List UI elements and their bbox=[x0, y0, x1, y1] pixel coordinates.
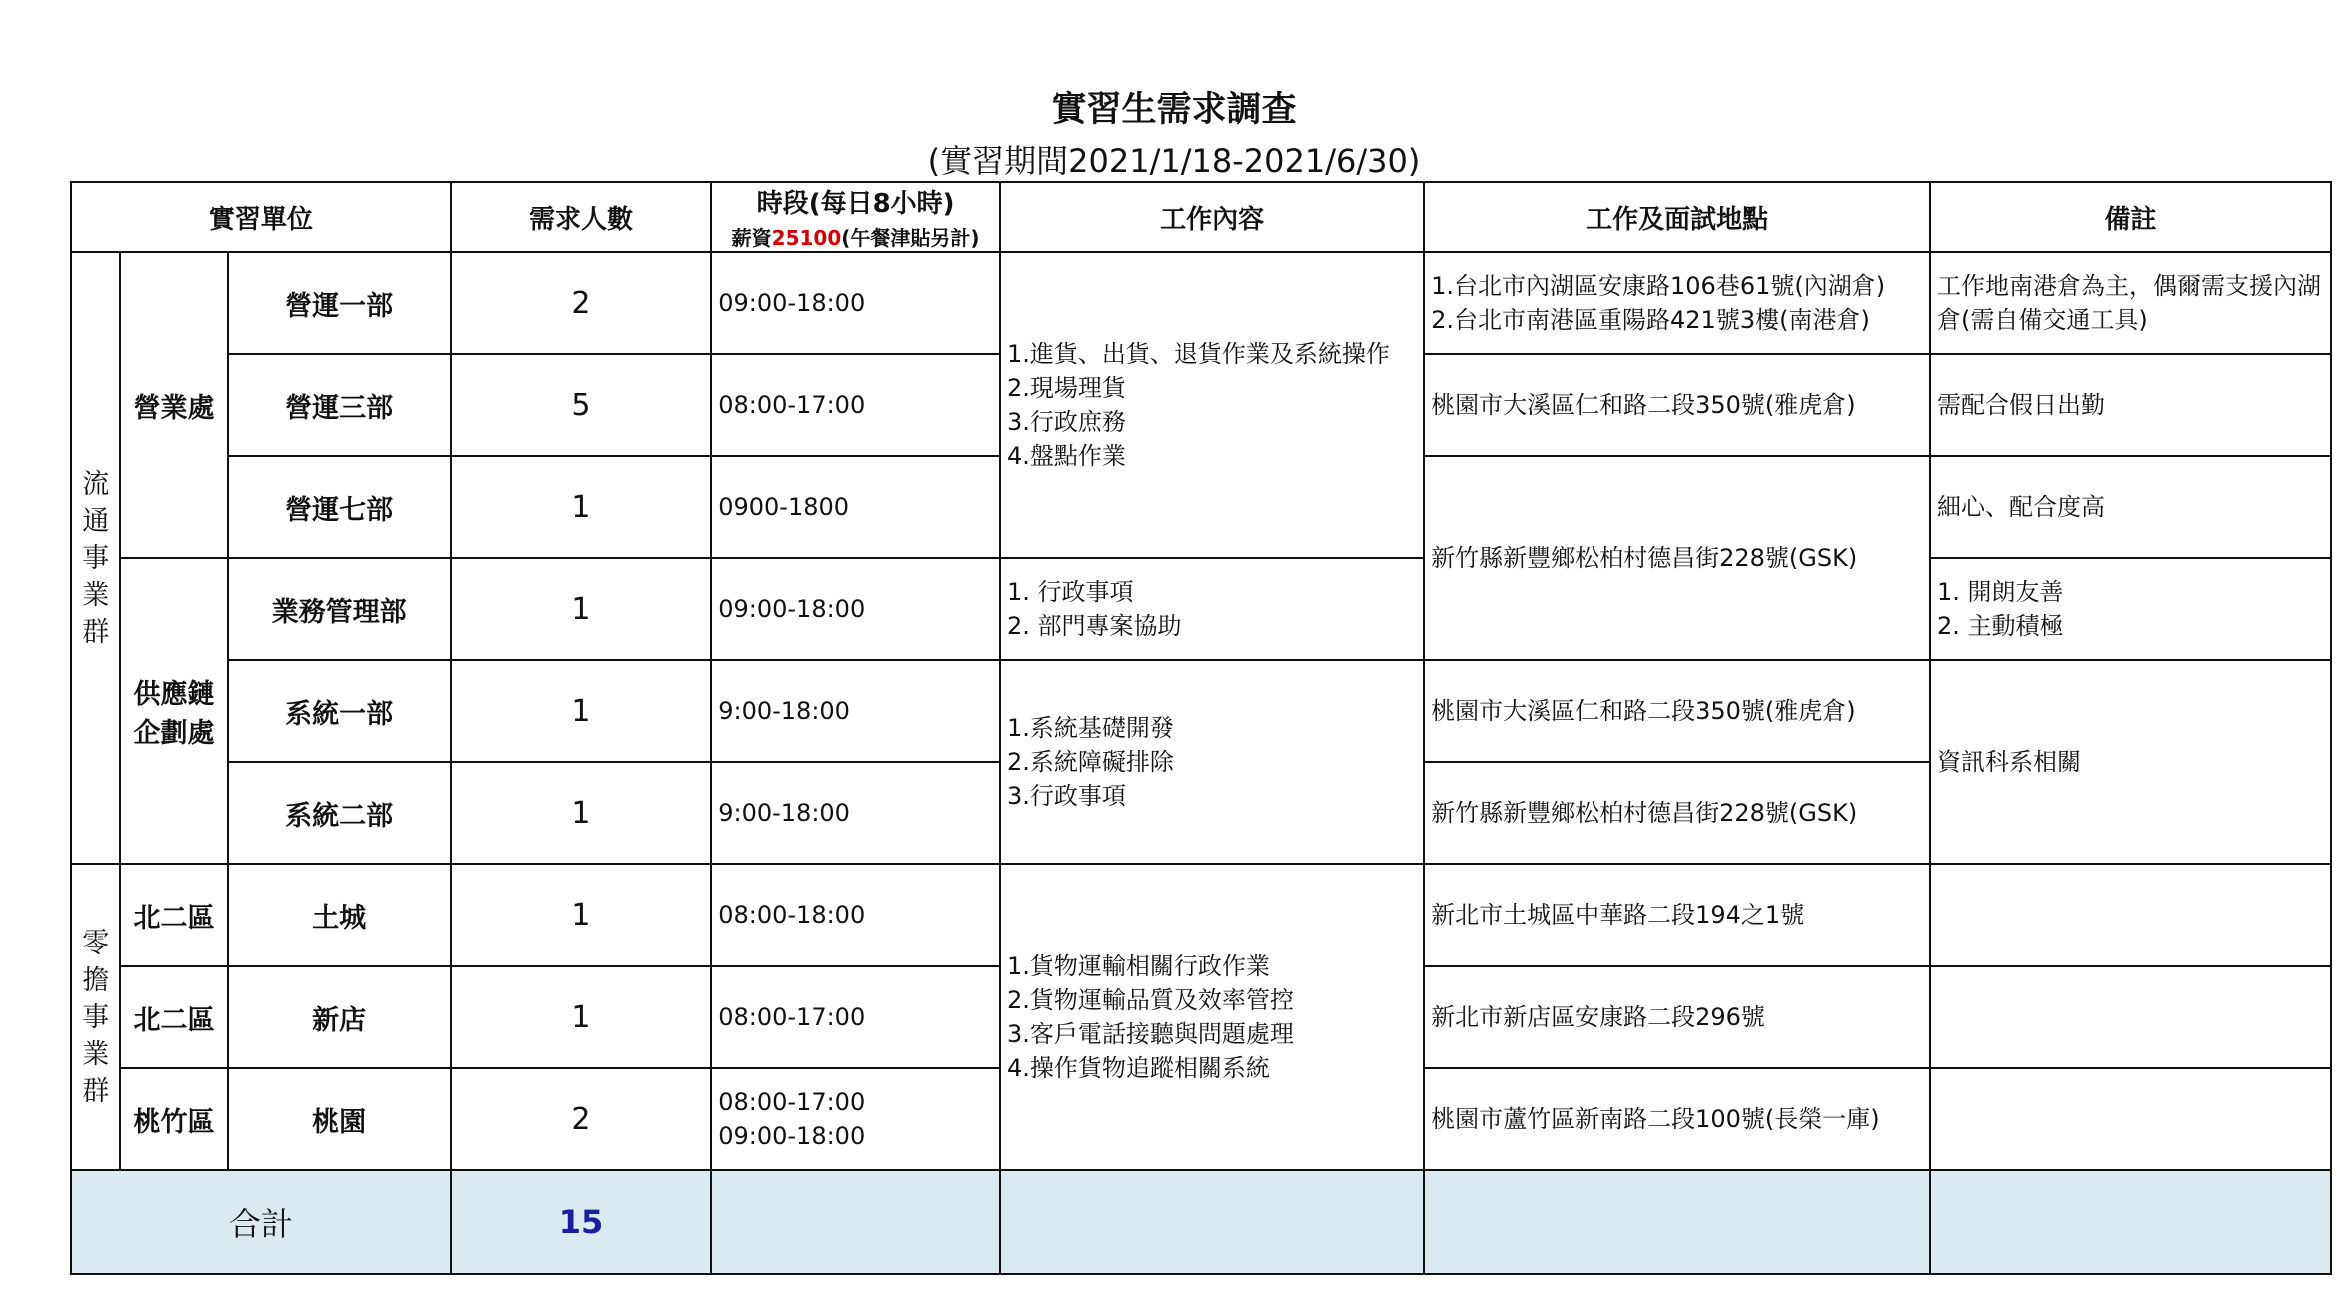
wage-prefix: 薪資 bbox=[731, 226, 772, 250]
division-region: 北二區 bbox=[120, 864, 227, 966]
header-time-label: 時段(每日8小時) bbox=[756, 189, 955, 219]
note: 1. 開朗友善 2. 主動積極 bbox=[1930, 558, 2331, 660]
document-title: 實習生需求調查 bbox=[1051, 90, 1297, 130]
table-row bbox=[71, 252, 2331, 354]
header-content: 工作內容 bbox=[1000, 182, 1424, 252]
note: 資訊科系相關 bbox=[1930, 660, 2331, 864]
group-char: 群 bbox=[82, 616, 110, 648]
dept-name: 土城 bbox=[228, 864, 451, 966]
division-supply-chain: 供應鏈 企劃處 bbox=[120, 558, 227, 864]
work-time: 09:00-18:00 bbox=[711, 252, 1000, 354]
demand-count: 1 bbox=[451, 762, 712, 864]
dept-name: 營運七部 bbox=[228, 456, 451, 558]
work-content: 1.進貨、出貨、退貨作業及系統操作 2.現場理貨 3.行政庶務 4.盤點作業 bbox=[1000, 252, 1424, 558]
work-location: 桃園市蘆竹區新南路二段100號(長榮一庫) bbox=[1424, 1068, 1930, 1170]
work-time: 08:00-18:00 bbox=[711, 864, 1000, 966]
work-location: 新北市土城區中華路二段194之1號 bbox=[1424, 864, 1930, 966]
work-content: 1. 行政事項 2. 部門專案協助 bbox=[1000, 558, 1424, 660]
demand-count: 2 bbox=[451, 1068, 712, 1170]
group-char: 業 bbox=[82, 1038, 110, 1070]
table-row bbox=[71, 558, 2331, 660]
dept-name: 業務管理部 bbox=[228, 558, 451, 660]
total-label: 合計 bbox=[71, 1170, 451, 1274]
dept-name: 系統二部 bbox=[228, 762, 451, 864]
header-time bbox=[711, 182, 1000, 252]
work-time: 08:00-17:00 09:00-18:00 bbox=[711, 1068, 1000, 1170]
work-time: 0900-1800 bbox=[711, 456, 1000, 558]
total-count: 15 bbox=[451, 1170, 712, 1274]
work-content: 1.貨物運輸相關行政作業 2.貨物運輸品質及效率管控 3.客戶電話接聽與問題處理 4.操作貨物追蹤相關系統 bbox=[1000, 864, 1424, 1170]
group-char: 事 bbox=[82, 542, 110, 574]
note: 需配合假日出勤 bbox=[1930, 354, 2331, 456]
document-subtitle: (實習期間2021/1/18-2021/6/30) bbox=[927, 142, 1421, 180]
demand-count: 2 bbox=[451, 252, 712, 354]
work-location: 新竹縣新豐鄉松柏村德昌街228號(GSK) bbox=[1424, 762, 1930, 864]
demand-count: 5 bbox=[451, 354, 712, 456]
table-row bbox=[71, 660, 2331, 762]
group-char: 事 bbox=[82, 1001, 110, 1033]
group-char: 零 bbox=[82, 927, 110, 959]
note: 細心、配合度高 bbox=[1930, 456, 2331, 558]
note bbox=[1930, 864, 2331, 966]
header-unit: 實習單位 bbox=[71, 182, 451, 252]
division-region: 北二區 bbox=[120, 966, 227, 1068]
header-note: 備註 bbox=[1930, 182, 2331, 252]
dept-name: 桃園 bbox=[228, 1068, 451, 1170]
group-char: 擔 bbox=[82, 964, 110, 996]
work-location: 新北市新店區安康路二段296號 bbox=[1424, 966, 1930, 1068]
total-empty-cell bbox=[711, 1170, 1000, 1274]
note: 工作地南港倉為主，偶爾需支援內湖倉(需自備交通工具) bbox=[1930, 252, 2331, 354]
group-freight bbox=[71, 864, 120, 1170]
demand-count: 1 bbox=[451, 864, 712, 966]
header-row bbox=[71, 182, 2331, 252]
group-char: 通 bbox=[82, 505, 110, 537]
dept-name: 營運一部 bbox=[228, 252, 451, 354]
demand-count: 1 bbox=[451, 558, 712, 660]
division-sales: 營業處 bbox=[120, 252, 227, 558]
header-count: 需求人數 bbox=[451, 182, 712, 252]
wage-amount: 25100 bbox=[771, 226, 842, 250]
work-time: 9:00-18:00 bbox=[711, 762, 1000, 864]
demand-count: 1 bbox=[451, 660, 712, 762]
work-location: 桃園市大溪區仁和路二段350號(雅虎倉) bbox=[1424, 660, 1930, 762]
demand-count: 1 bbox=[451, 456, 712, 558]
work-location: 新竹縣新豐鄉松柏村德昌街228號(GSK) bbox=[1424, 456, 1930, 660]
intern-demand-table bbox=[70, 181, 2332, 1275]
header-wage bbox=[718, 222, 993, 251]
total-empty-cell bbox=[1000, 1170, 1424, 1274]
group-char: 流 bbox=[82, 468, 110, 500]
dept-name: 系統一部 bbox=[228, 660, 451, 762]
work-time: 9:00-18:00 bbox=[711, 660, 1000, 762]
division-region: 桃竹區 bbox=[120, 1068, 227, 1170]
note bbox=[1930, 966, 2331, 1068]
group-char: 業 bbox=[82, 579, 110, 611]
work-content: 1.系統基礎開發 2.系統障礙排除 3.行政事項 bbox=[1000, 660, 1424, 864]
work-location: 桃園市大溪區仁和路二段350號(雅虎倉) bbox=[1424, 354, 1930, 456]
table-row bbox=[71, 864, 2331, 966]
demand-count: 1 bbox=[451, 966, 712, 1068]
work-location: 1.台北市內湖區安康路106巷61號(內湖倉) 2.台北市南港區重陽路421號3樓(南港倉) bbox=[1424, 252, 1930, 354]
total-row bbox=[71, 1170, 2331, 1274]
total-empty-cell bbox=[1930, 1170, 2331, 1274]
dept-name: 營運三部 bbox=[228, 354, 451, 456]
note bbox=[1930, 1068, 2331, 1170]
group-char: 群 bbox=[82, 1075, 110, 1107]
header-location: 工作及面試地點 bbox=[1424, 182, 1930, 252]
work-time: 09:00-18:00 bbox=[711, 558, 1000, 660]
dept-name: 新店 bbox=[228, 966, 451, 1068]
total-empty-cell bbox=[1424, 1170, 1930, 1274]
work-time: 08:00-17:00 bbox=[711, 354, 1000, 456]
wage-suffix: (午餐津貼另計) bbox=[841, 226, 980, 250]
group-logistics bbox=[71, 252, 120, 864]
work-time: 08:00-17:00 bbox=[711, 966, 1000, 1068]
